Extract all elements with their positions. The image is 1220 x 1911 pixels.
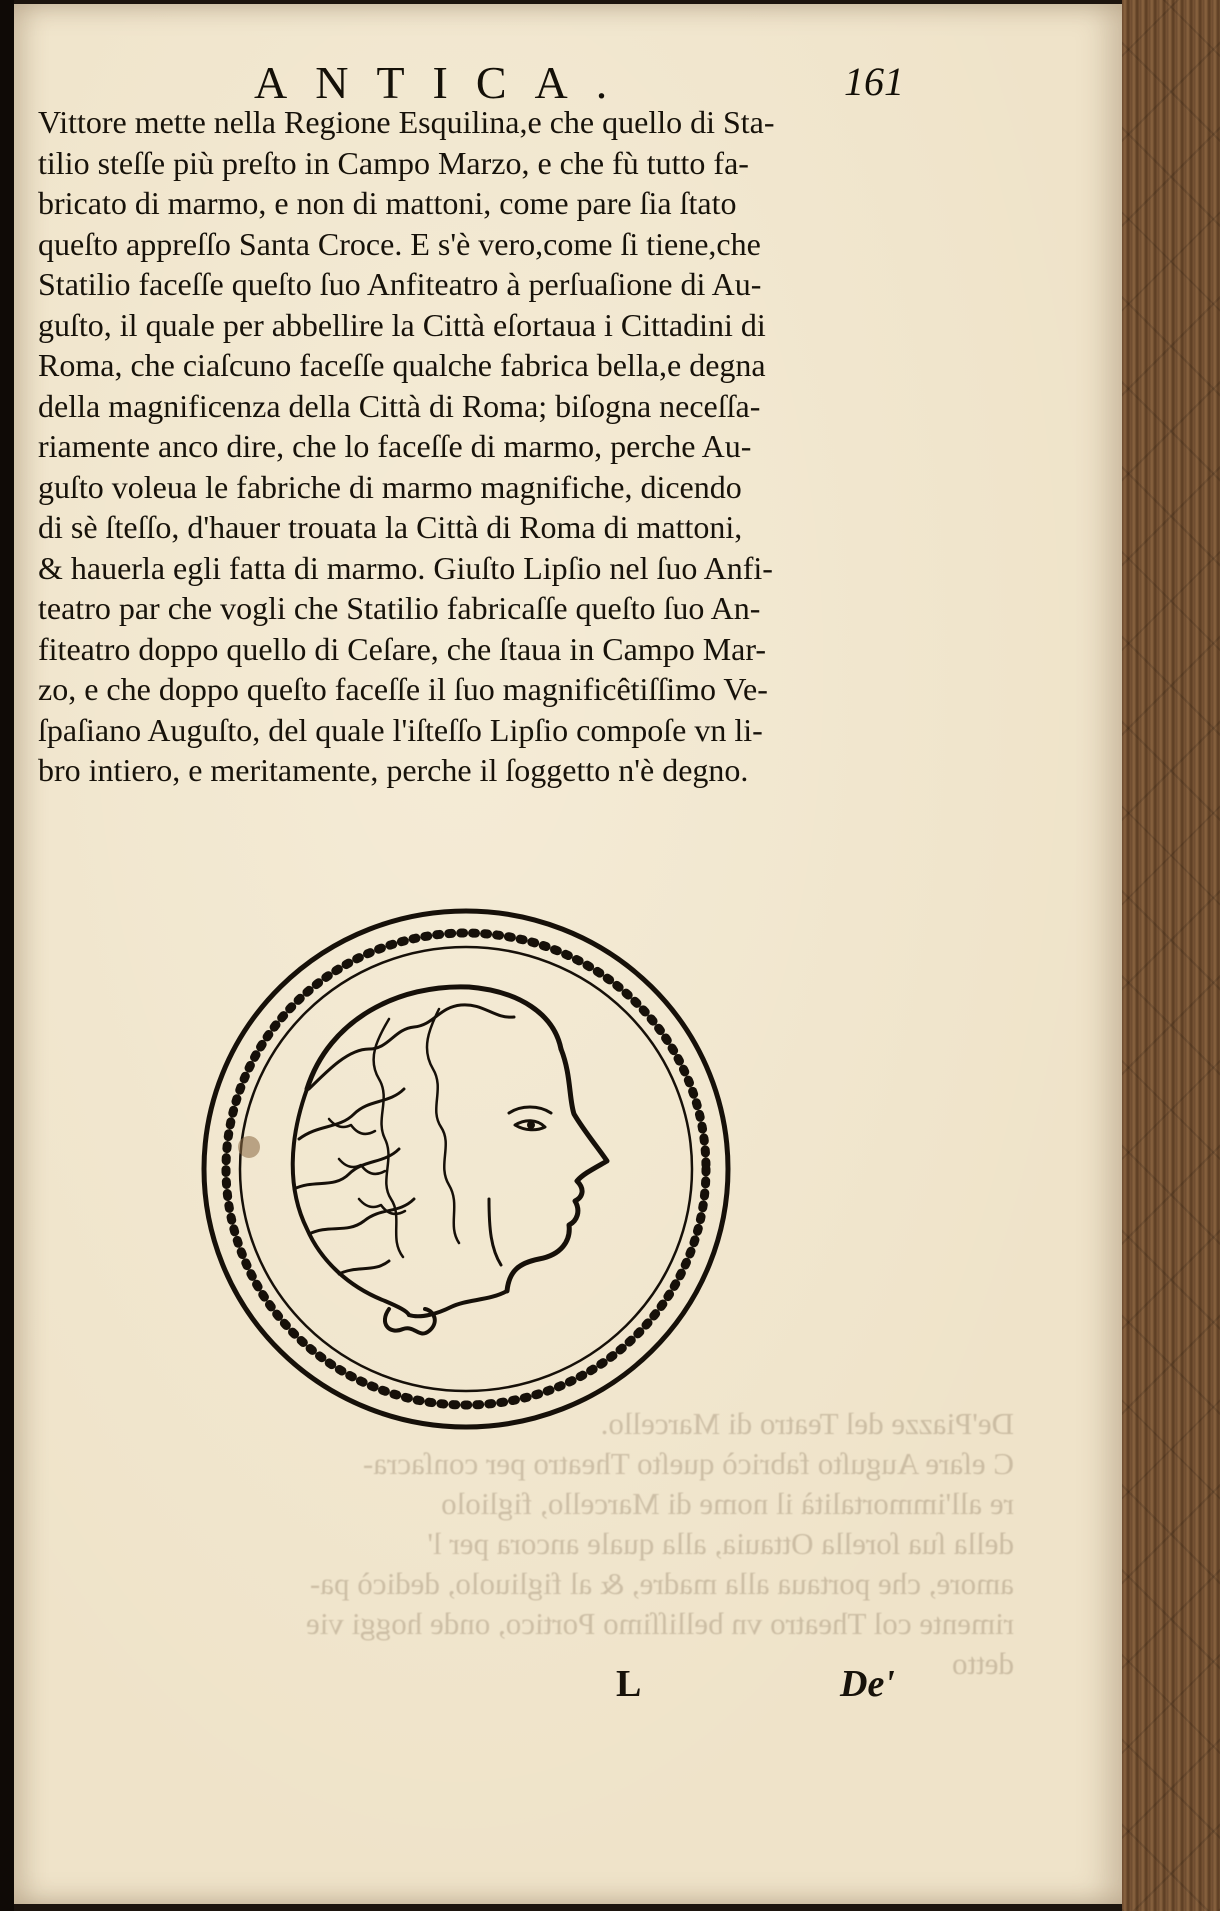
text-line: Roma, che ciaſcuno faceſſe qualche fabrica bella,e degna: [38, 347, 766, 383]
text-line: teatro par che vogli che Statilio fabricaſſe queſto ſuo An-: [38, 590, 761, 626]
text-line: di sè ſteſſo, d'hauer trouata la Città di Roma di mattoni,: [38, 509, 743, 545]
text-line: tilio steſſe più preſto in Campo Marzo, e che fù tutto fa-: [38, 144, 749, 181]
book-page: [14, 4, 1126, 1904]
text-line: ſpaſiano Auguſto, del quale l'iſteſſo Lipſio compoſe vn li-: [38, 711, 763, 748]
text-line: zo, e che doppo queſto faceſſe il ſuo magnificêtiſſimo Ve-: [38, 671, 768, 707]
catchword: De': [840, 1663, 895, 1705]
bleed-line: amore, che portaua alla madre, & al figliuolo, dedicò pa-: [309, 1566, 1014, 1601]
text-line: bro intiero, e meritamente, perche il ſoggetto n'è degno.: [38, 752, 749, 788]
text-line: queſto appreſſo Santa Croce. E s'è vero,come ſi tiene,che: [38, 225, 761, 262]
coin-illustration: [189, 899, 744, 1439]
bleed-line: della ſua ſorella Ottauia, alla quale ancora per l': [427, 1526, 1014, 1561]
bleed-line: detto: [952, 1646, 1014, 1681]
body-text: [38, 102, 963, 791]
text-line: della magnificenza della Città di Roma; biſogna neceſſa-: [38, 387, 761, 424]
bleed-line: De'Piazze del Teatro di Marcello.: [600, 1406, 1014, 1441]
bleed-through-text: [194, 1404, 1014, 1684]
text-line: fiteatro doppo quello di Ceſare, che ſtaua in Campo Mar-: [38, 630, 767, 667]
text-line: Statilio faceſſe queſto ſuo Anfiteatro à perſuaſione di Au-: [38, 266, 762, 302]
bleed-line: re all'immortalità il nome di Marcello, figliolo: [441, 1486, 1014, 1521]
portrait-profile: [293, 987, 607, 1334]
page-number: 161: [844, 59, 904, 104]
binding-shadow: [0, 0, 14, 1911]
page-fore-edge: [1122, 0, 1220, 1911]
running-title: ANTICA.: [254, 57, 636, 108]
coin-inner-ring: [240, 947, 692, 1391]
text-line: guſto, il quale per abbellire la Città eſortaua i Cittadini di: [38, 306, 766, 343]
foxing-spot: [238, 1136, 260, 1158]
text-line: riamente anco dire, che lo faceſſe di marmo, perche Au-: [38, 428, 752, 464]
text-line: guſto voleua le fabriche di marmo magnifiche, dicendo: [38, 468, 742, 505]
signature-mark: L: [616, 1663, 642, 1705]
text-line: & hauerla egli fatta di marmo. Giuſto Lipſio nel ſuo Anfi-: [38, 549, 773, 586]
bleed-line: rimente col Theatro vn belliſſimo Portico, onde hoggi vie: [306, 1606, 1014, 1641]
text-line: bricato di marmo, e non di mattoni, come pare ſia ſtato: [38, 185, 737, 221]
text-line: Vittore mette nella Regione Esquilina,e che quello di Sta-: [38, 104, 775, 140]
bleed-line: C eſare Auguſto fabricò queſto Theatro per conſacra-: [362, 1446, 1014, 1481]
